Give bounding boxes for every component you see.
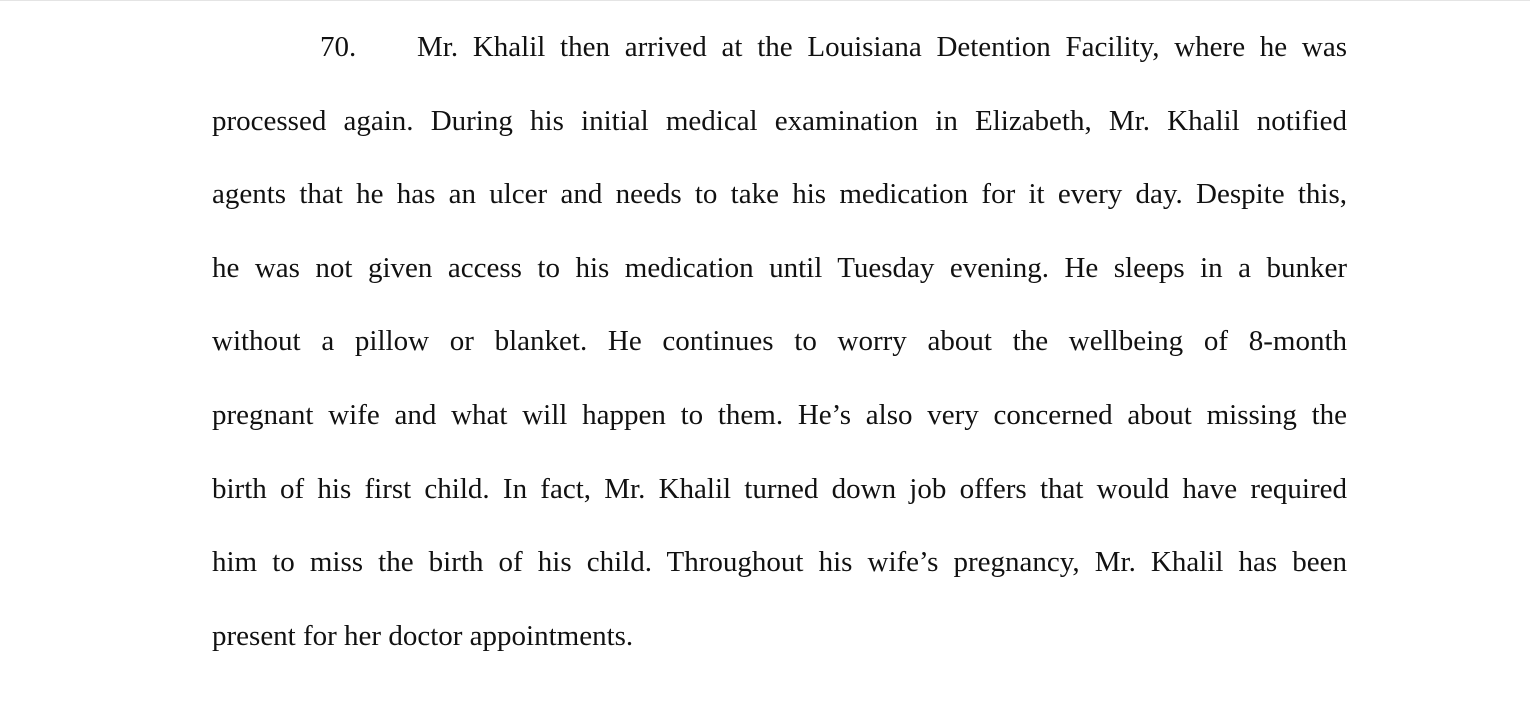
paragraph-line-5: without a pillow or blanket. He continues to worry about the wellbeing of 8-month	[212, 325, 1347, 358]
paragraph-line-1: Mr. Khalil then arrived at the Louisiana Detention Facility, where he was	[417, 31, 1347, 63]
paragraph-line-7: birth of his first child. In fact, Mr. Khalil turned down job offers that would have required	[212, 472, 1347, 505]
paragraph-line-2: processed again. During his initial medical examination in Elizabeth, Mr. Khalil notified	[212, 104, 1347, 137]
paragraph-line-4: he was not given access to his medication until Tuesday evening. He sleeps in a bunker	[212, 251, 1347, 284]
paragraph-line-6: pregnant wife and what will happen to them. He’s also very concerned about missing the	[212, 399, 1347, 431]
paragraph-line-8: him to miss the birth of his child. Throughout his wife’s pregnancy, Mr. Khalil has been	[212, 546, 1347, 579]
paragraph-line-3: agents that he has an ulcer and needs to take his medication for it every day. Despite this,	[212, 178, 1347, 211]
paragraph-number: 70.	[320, 31, 357, 63]
paragraph-line-9: present for her doctor appointments.	[212, 619, 634, 652]
